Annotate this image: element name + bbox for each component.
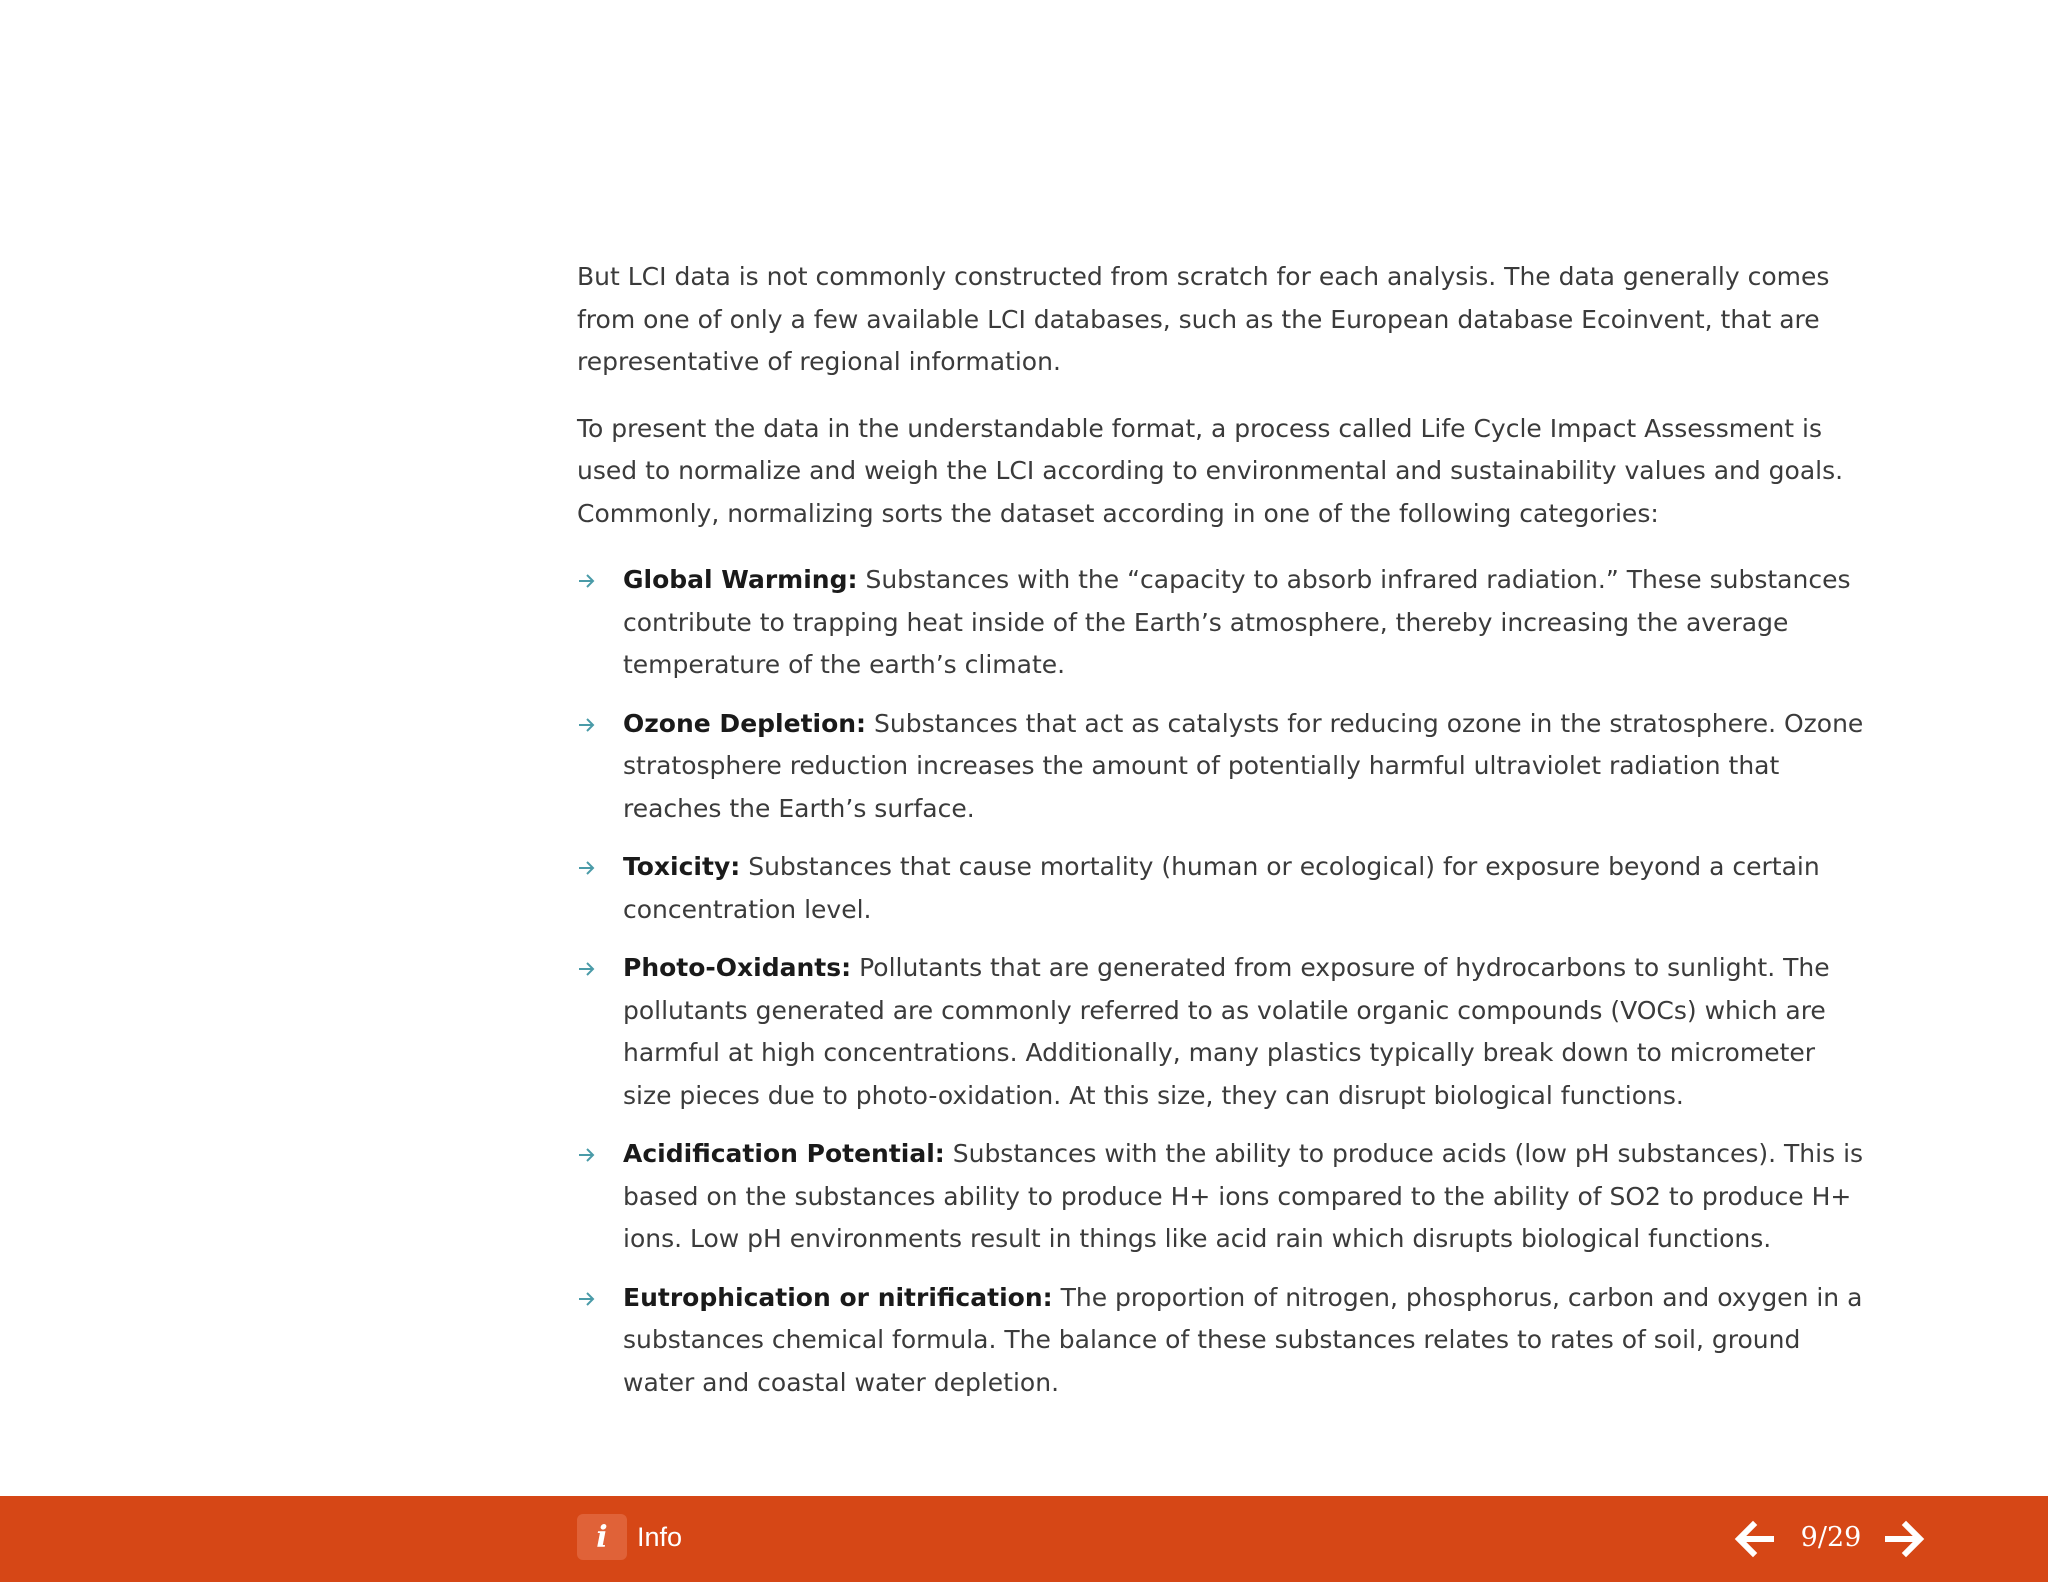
paragraph: To present the data in the understandable format, a process called Life Cycle Impact Assessment is used to normalize and weigh the LCI according to environmental and sustainability values and goals. Commonly, normalizing sorts the dataset according in one of the following categories:	[577, 413, 1844, 528]
impact-category-list	[577, 559, 1867, 1404]
list-item	[577, 846, 1867, 931]
arrow-right-bullet-icon	[577, 1146, 597, 1164]
info-label: Info	[637, 1521, 683, 1552]
list-item	[577, 559, 1867, 687]
category-description: Substances that cause mortality (human or ecological) for exposure beyond a certain concentration level.	[623, 852, 1820, 924]
list-item	[577, 1277, 1867, 1405]
category-term: Global Warming:	[623, 565, 858, 594]
arrow-right-icon[interactable]	[1884, 1518, 1926, 1560]
arrow-right-bullet-icon	[577, 572, 597, 590]
category-description: Substances with the “capacity to absorb infrared radiation.” These substances contribute to trapping heat inside of the Earth’s atmosphere, thereby increasing the average temperature of the earth’s climate.	[623, 565, 1851, 679]
list-item	[577, 703, 1867, 831]
category-term: Toxicity:	[623, 852, 741, 881]
arrow-right-bullet-icon	[577, 1290, 597, 1308]
paragraph: But LCI data is not commonly constructed from scratch for each analysis. The data generally comes from one of only a few available LCI databases, such as the European database Ecoinvent, that are representative of regional information.	[577, 262, 1830, 376]
page-indicator: 9/29	[1800, 1522, 1862, 1553]
category-description: Substances with the ability to produce acids (low pH substances). This is based on the substances ability to produce H+ ions compared to the ability of SO2 to produce H+ ions. Low pH environments result in things like acid rain which disrupts biological functions.	[623, 1139, 1864, 1253]
arrow-right-bullet-icon	[577, 859, 597, 877]
info-button[interactable]	[577, 1514, 682, 1560]
category-term: Acidification Potential:	[623, 1139, 945, 1168]
info-icon: i	[577, 1514, 627, 1560]
category-term: Photo-Oxidants:	[623, 953, 852, 982]
arrow-right-bullet-icon	[577, 960, 597, 978]
list-item	[577, 1133, 1867, 1261]
category-description: Substances that act as catalysts for reducing ozone in the stratosphere. Ozone stratosphere reduction increases the amount of potentially harmful ultraviolet radiation that reaches the Earth’s surface.	[623, 708, 1864, 823]
article-body	[577, 256, 1867, 1420]
arrow-right-bullet-icon	[577, 716, 597, 734]
category-description: The proportion of nitrogen, phosphorus, carbon and oxygen in a substances chemical formula. The balance of these substances relates to rates of soil, ground water and coastal water depletion.	[623, 1282, 1863, 1397]
category-description: Pollutants that are generated from exposure of hydrocarbons to sunlight. The pollutants generated are commonly referred to as volatile organic compounds (VOCs) which are harmful at high concentrations. Additionally, many plastics typically break down to micrometer size pieces due to photo-oxidation. At this size, they can disrupt biological functions.	[623, 953, 1830, 1110]
category-term: Eutrophication or nitrification:	[623, 1282, 1053, 1312]
footer-bar	[0, 1496, 2048, 1582]
list-item	[577, 947, 1867, 1117]
category-term: Ozone Depletion:	[623, 708, 867, 738]
arrow-left-icon[interactable]	[1733, 1518, 1775, 1560]
